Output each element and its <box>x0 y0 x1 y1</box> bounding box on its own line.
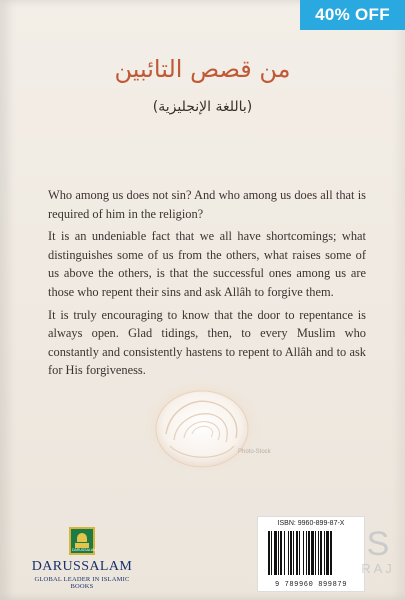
barcode-bar <box>280 531 282 575</box>
watermark-mark: S <box>366 525 390 563</box>
barcode-bar <box>320 531 322 575</box>
barcode-bar <box>290 531 292 575</box>
barcode-bar <box>330 531 332 575</box>
publisher-name: DARUSSALAM <box>31 559 133 574</box>
barcode-bar <box>324 531 325 575</box>
barcode-bar <box>278 531 279 575</box>
barcode <box>266 531 358 577</box>
barcode-bar <box>271 531 272 575</box>
blurb <box>48 186 366 384</box>
publisher-block <box>26 527 138 590</box>
blurb-paragraph: Who among us does not sin? And who among us does all that is required of him in the religion? <box>48 188 366 221</box>
barcode-bar <box>315 531 316 575</box>
watermark <box>356 527 400 593</box>
publisher-tagline: GLOBAL LEADER IN ISLAMIC BOOKS <box>34 576 130 590</box>
blurb-paragraph: It is an undeniable fact that we all have shortcomings; what distinguishes some of us from the others, what raises some of us above the others, is that the successful ones among us are those who repent their sins and ask Allâh to forgive them. <box>48 229 366 299</box>
watermark-text: RAJ <box>361 561 395 576</box>
rose-image <box>140 376 264 478</box>
darussalam-logo <box>69 527 95 555</box>
barcode-bar <box>299 531 300 575</box>
barcode-card <box>257 516 365 592</box>
barcode-bar <box>293 531 294 575</box>
barcode-bar <box>288 531 289 575</box>
dome-icon <box>77 533 87 542</box>
barcode-bar <box>306 531 307 575</box>
barcode-bar <box>268 531 270 575</box>
photo-credit: Photo-Stock <box>238 449 271 455</box>
barcode-bar <box>308 531 310 575</box>
barcode-bar <box>296 531 298 575</box>
blurb-paragraph: It is truly encouraging to know that the door to repentance is always open. Glad tidings, then, to every Muslim who constantly and consistently hastens to repent to Allâh and to ask for His forgiveness. <box>48 307 366 378</box>
barcode-bar <box>311 531 314 575</box>
barcode-bar <box>274 531 277 575</box>
isbn-label: ISBN: 9960-899-87-X <box>277 520 345 527</box>
barcode-bar <box>326 531 329 575</box>
discount-badge: 40% OFF <box>300 0 405 30</box>
barcode-bar <box>318 531 319 575</box>
barcode-bar <box>303 531 304 575</box>
barcode-bar <box>284 531 285 575</box>
arabic-title: من قصص التائبين <box>114 55 291 83</box>
barcode-number: 9 789960 899879 <box>274 581 347 589</box>
logo-caption: DARUSSALAM <box>72 548 97 552</box>
arabic-subtitle: (باللغة الإنجليزية) <box>152 99 253 115</box>
